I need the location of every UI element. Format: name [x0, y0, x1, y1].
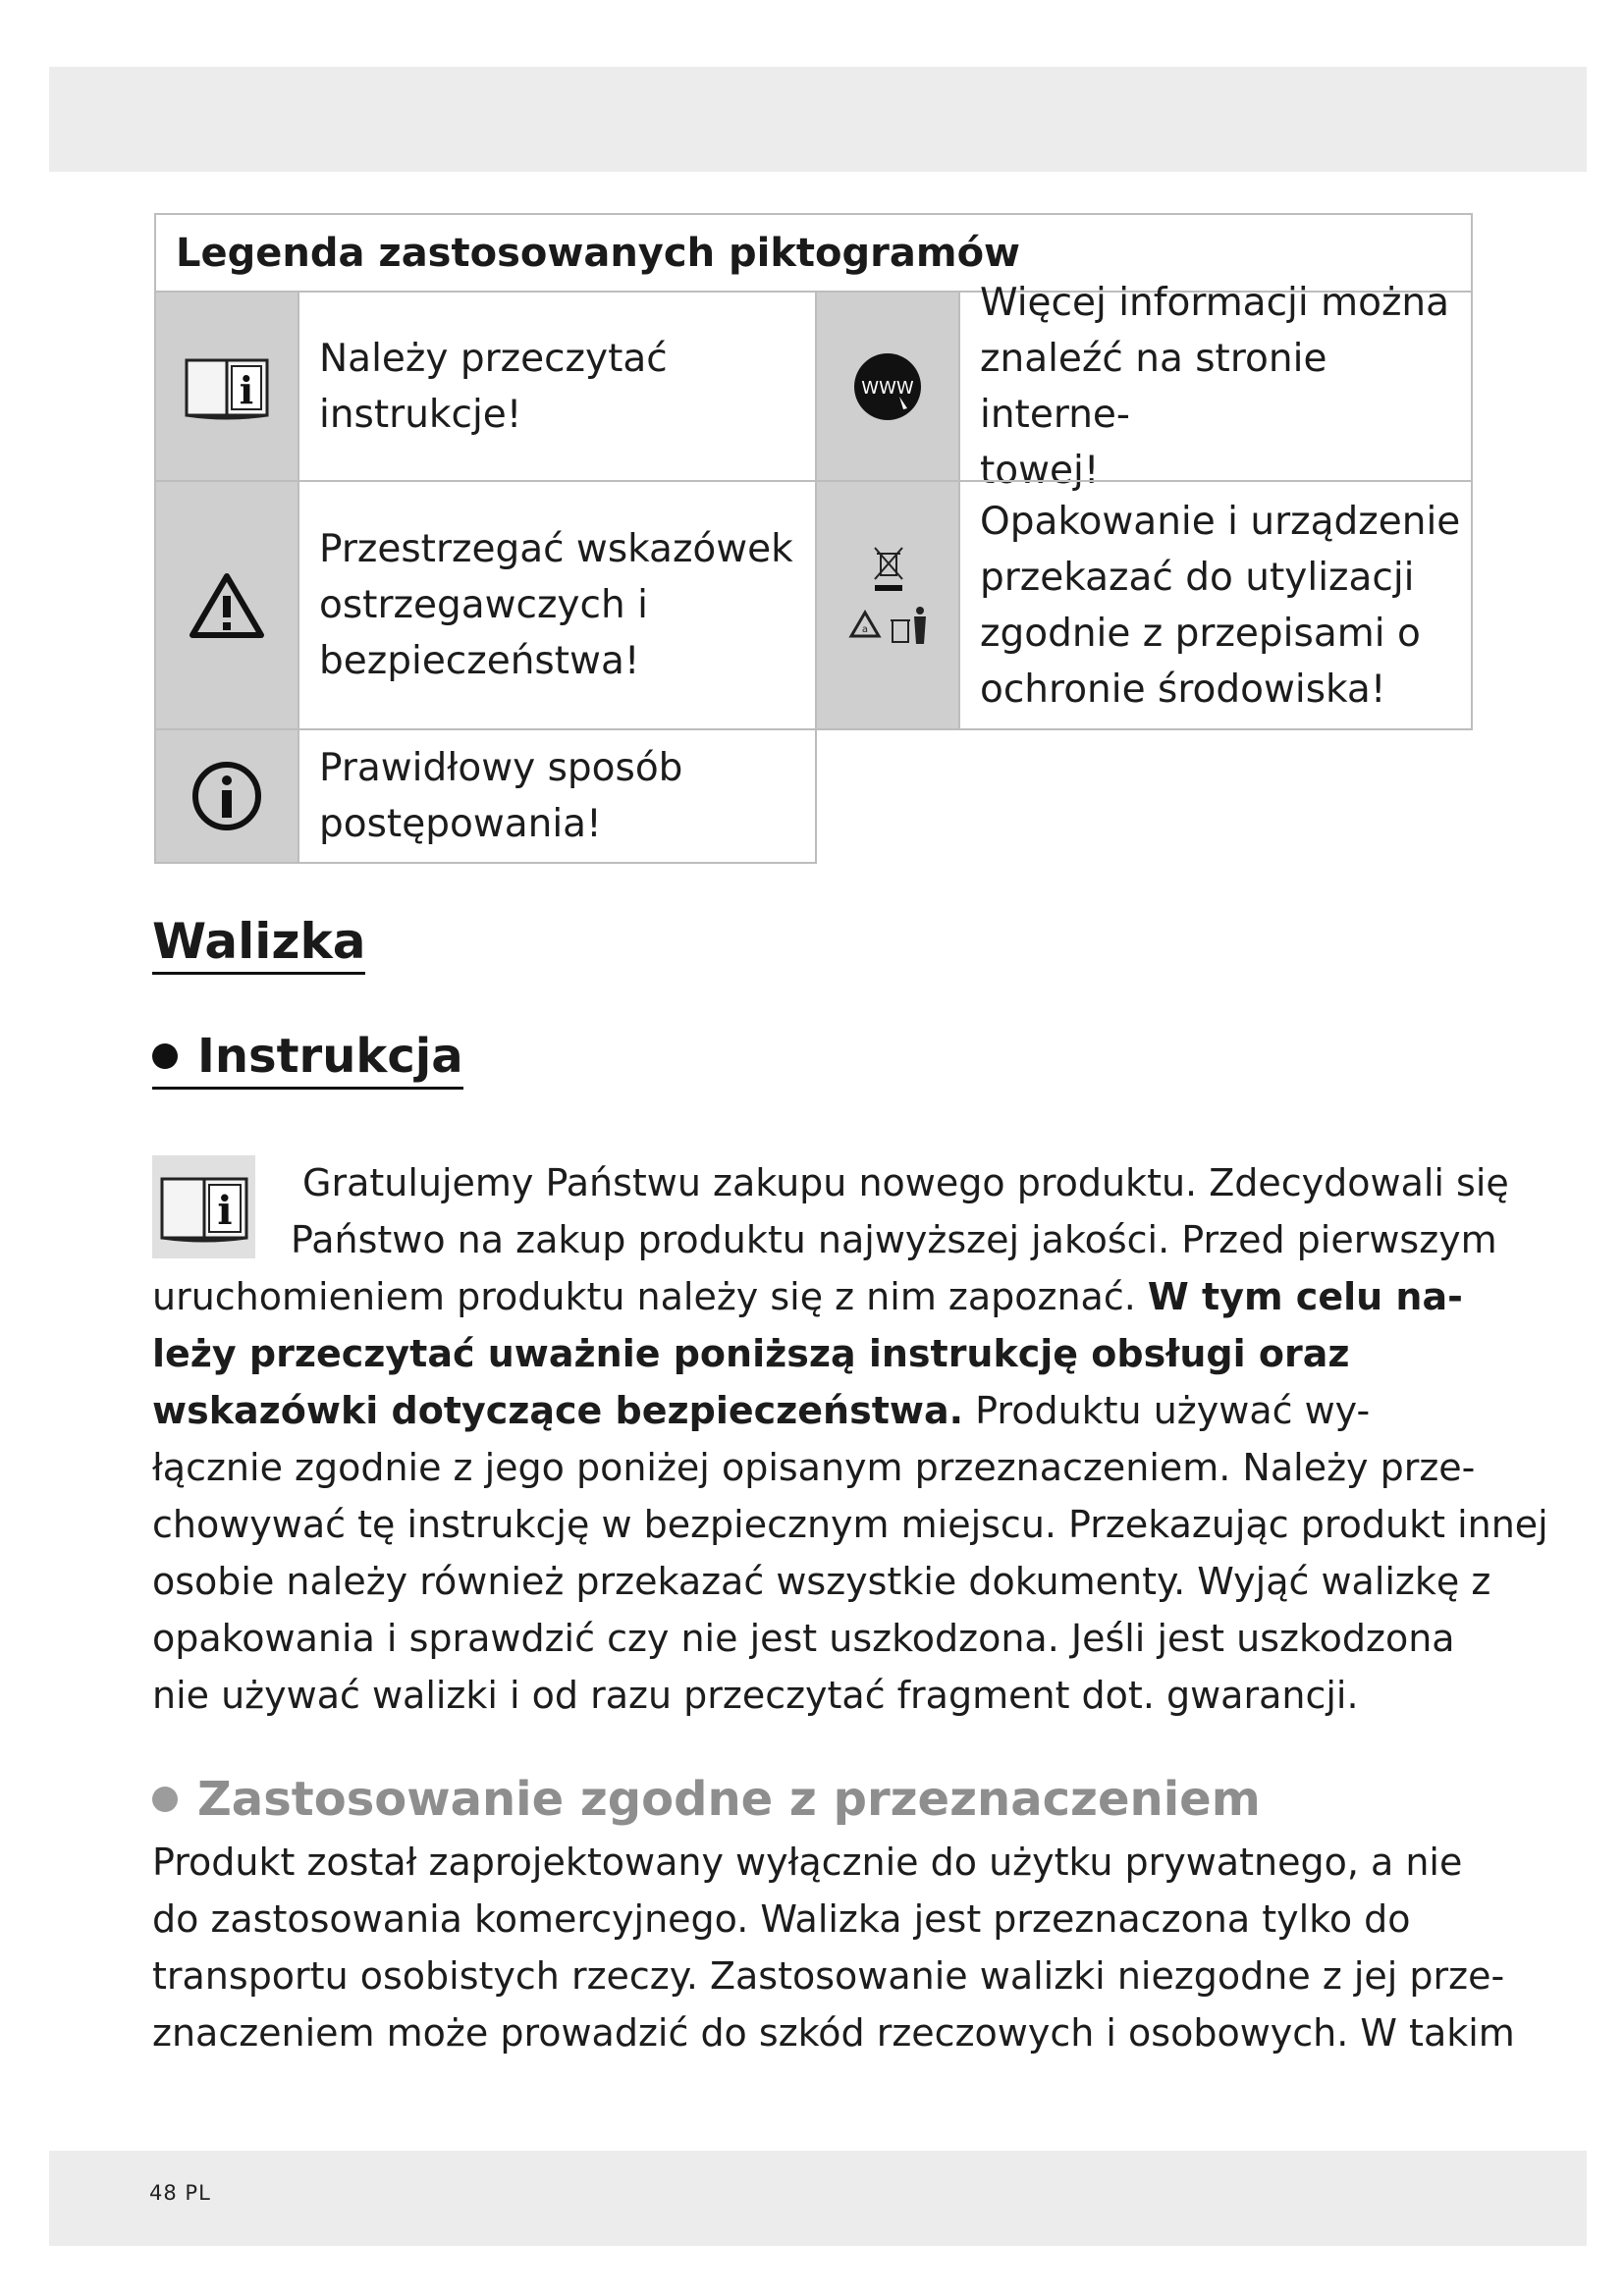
svg-text:i: i	[239, 367, 254, 412]
section-heading-zastosowanie	[152, 1771, 1261, 1828]
legend-icon-cell	[815, 480, 960, 730]
legend-text-line: Przestrzegać wskazówek	[319, 527, 793, 571]
legend-text-line: postępowania!	[319, 802, 602, 846]
paragraph-line	[152, 1268, 1463, 1325]
paragraph-line: Gratulujemy Państwu zakupu nowego produktu. Zdecydowali się	[302, 1161, 1509, 1204]
www-icon	[848, 347, 927, 426]
bullet-icon	[152, 1787, 178, 1812]
bold-run: wskazówki dotyczące bezpieczeństwa.	[152, 1389, 964, 1432]
paragraph-line: znaczeniem może prowadzić do szkód rzeczowych i osobowych. W takim	[152, 2011, 1515, 2055]
legend-text-line: zgodnie z przepisami o	[980, 611, 1421, 656]
paragraph-line: Produkt został zaprojektowany wyłącznie do użytku prywatnego, a nie	[152, 1841, 1463, 1884]
section-heading-instrukcja	[152, 1028, 463, 1090]
paragraph-line: chowywać tę instrukcję w bezpiecznym miejscu. Przekazując produkt innej	[152, 1503, 1548, 1546]
legend-icon-cell	[154, 480, 299, 730]
read-instructions-icon	[183, 352, 271, 421]
page-number: 48	[149, 2181, 178, 2205]
legend-text-line: instrukcje!	[319, 392, 522, 437]
paragraph-line	[152, 1382, 1370, 1439]
pictogram-legend-table	[154, 213, 1475, 864]
heading-text: Zastosowanie zgodne z przeznaczeniem	[197, 1772, 1261, 1827]
bold-run: leży przeczytać uważnie poniższą instrukcję obsługi oraz	[152, 1332, 1350, 1375]
legend-icon-cell	[815, 291, 960, 482]
legend-text-line: Prawidłowy sposób	[319, 746, 683, 790]
svg-text:i: i	[217, 1188, 233, 1234]
legend-title: Legenda zastosowanych piktogramów	[154, 213, 1473, 293]
legend-text-cell	[958, 280, 1473, 493]
info-icon	[189, 759, 264, 833]
svg-text:a: a	[861, 623, 869, 635]
paragraph-line: do zastosowania komercyjnego. Walizka jest przeznaczona tylko do	[152, 1897, 1411, 1941]
footer-band	[49, 2151, 1587, 2246]
legend-text-line: Należy przeczytać	[319, 336, 668, 381]
legend-text-line: Opakowanie i urządzenie	[980, 499, 1461, 544]
read-instructions-inline-icon	[152, 1155, 255, 1258]
language-code: PL	[185, 2181, 211, 2205]
paragraph-line: łącznie zgodnie z jego poniżej opisanym przeznaczeniem. Należy prze-	[152, 1446, 1476, 1489]
text-run: Produktu używać wy-	[963, 1389, 1371, 1432]
legend-text-line: przekazać do utylizacji	[980, 555, 1415, 600]
legend-text-line: Więcej informacji można	[980, 280, 1450, 325]
legend-text-line: bezpieczeństwa!	[319, 639, 640, 683]
legend-icon-cell	[154, 291, 299, 482]
page-footer	[149, 2181, 211, 2205]
paragraph-line: Państwo na zakup produktu najwyższej jakości. Przed pierwszym	[291, 1218, 1497, 1261]
bullet-icon	[152, 1043, 178, 1069]
legend-text-line: ochronie środowiska!	[980, 667, 1386, 712]
header-band	[49, 67, 1587, 172]
legend-icon-cell	[154, 728, 299, 864]
bold-run: W tym celu na-	[1147, 1275, 1463, 1318]
text-run: uruchomieniem produktu należy się z nim zapoznać.	[152, 1275, 1148, 1318]
section-title-walizka: Walizka	[152, 913, 365, 975]
paragraph-line: opakowania i sprawdzić czy nie jest uszkodzona. Jeśli jest uszkodzona	[152, 1617, 1455, 1660]
legend-text-cell	[298, 728, 817, 864]
legend-text-cell	[958, 480, 1473, 730]
heading-text: Instrukcja	[197, 1029, 463, 1084]
paragraph-line: nie używać walizki i od razu przeczytać fragment dot. gwarancji.	[152, 1674, 1359, 1717]
legend-text-line: towej!	[980, 448, 1100, 493]
recycling-icon	[843, 542, 932, 669]
paragraph-line: osobie należy również przekazać wszystkie dokumenty. Wyjąć walizkę z	[152, 1560, 1491, 1603]
paragraph-line: transportu osobistych rzeczy. Zastosowanie walizki niezgodne z jej prze-	[152, 1954, 1505, 1998]
www-icon-label: WWW	[861, 377, 914, 399]
legend-text-cell	[298, 480, 817, 730]
paragraph-line	[152, 1325, 1349, 1382]
legend-text-line: ostrzegawczych i	[319, 583, 648, 627]
legend-text-cell	[298, 291, 817, 482]
legend-text-line: znaleźć na stronie interne-	[980, 336, 1327, 437]
warning-icon	[188, 570, 266, 641]
